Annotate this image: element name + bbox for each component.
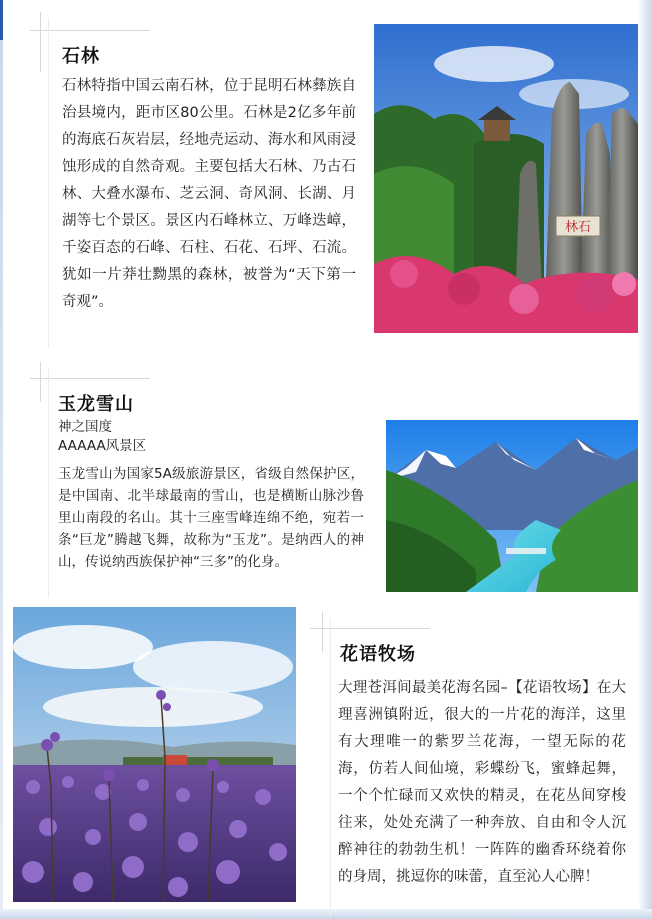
page-frame-accent <box>0 0 3 40</box>
page-frame-right <box>638 0 652 919</box>
section-title-jade-dragon: 玉龙雪山 <box>58 394 134 415</box>
jade-dragon-photo <box>386 420 638 592</box>
section-rating-jade-dragon: AAAAA风景区 <box>58 438 147 454</box>
page-frame-left <box>0 0 3 919</box>
section-title-stone-forest: 石林 <box>62 46 100 67</box>
section-body-stone-forest: 石林特指中国云南石林，位于昆明石林彝族自治县境内，距市区80公里。石林是2亿多年前的海底石灰岩层，经地壳运动、海水和风雨浸蚀形成的自然奇观。主要包括大石林、乃古石林、大叠水瀑布、芝云洞、奇风洞、长湖、月湖等七个景区。景区内石峰林立、万峰迭嶂，千姿百态的石峰、石柱、石花、石坪、石流。 犹如一片莽壮黝黑的森林，被誉为“天下第一奇观”。 <box>62 78 356 310</box>
section-body-jade-dragon: 玉龙雪山为国家5A级旅游景区，省级自然保护区，是中国南、北半球最南的雪山，也是横断山脉沙鲁里山南段的名山。其十三座雪峰连绵不绝，宛若一条“巨龙”腾越飞舞，故称为“玉龙”。是纳西人的神山，传说纳西族保护神“三多”的化身。 <box>58 466 364 570</box>
flower-ranch-photo <box>13 607 296 902</box>
section-title-flower-ranch: 花语牧场 <box>340 644 416 665</box>
section-body-flower-ranch: 大理苍洱间最美花海名园–【花语牧场】在大理喜洲镇附近，很大的一片花的海洋，这里有大理唯一的紫罗兰花海，一望无际的花海，仿若人间仙境，彩蝶纷飞，蜜蜂起舞，一个个忙碌而又欢快的精灵，在花丛间穿梭往来，处处充满了一种奔放、自由和令人沉醉神往的勃勃生机！一阵阵的幽香环绕着你的身周，挑逗你的味蕾，直至沁人心脾！ <box>338 680 626 885</box>
photo-sign-text: 林石 <box>564 220 592 235</box>
stone-forest-photo <box>374 24 638 333</box>
section-subtitle-jade-dragon: 神之国度 <box>58 419 112 435</box>
page-frame-bottom <box>0 909 652 919</box>
